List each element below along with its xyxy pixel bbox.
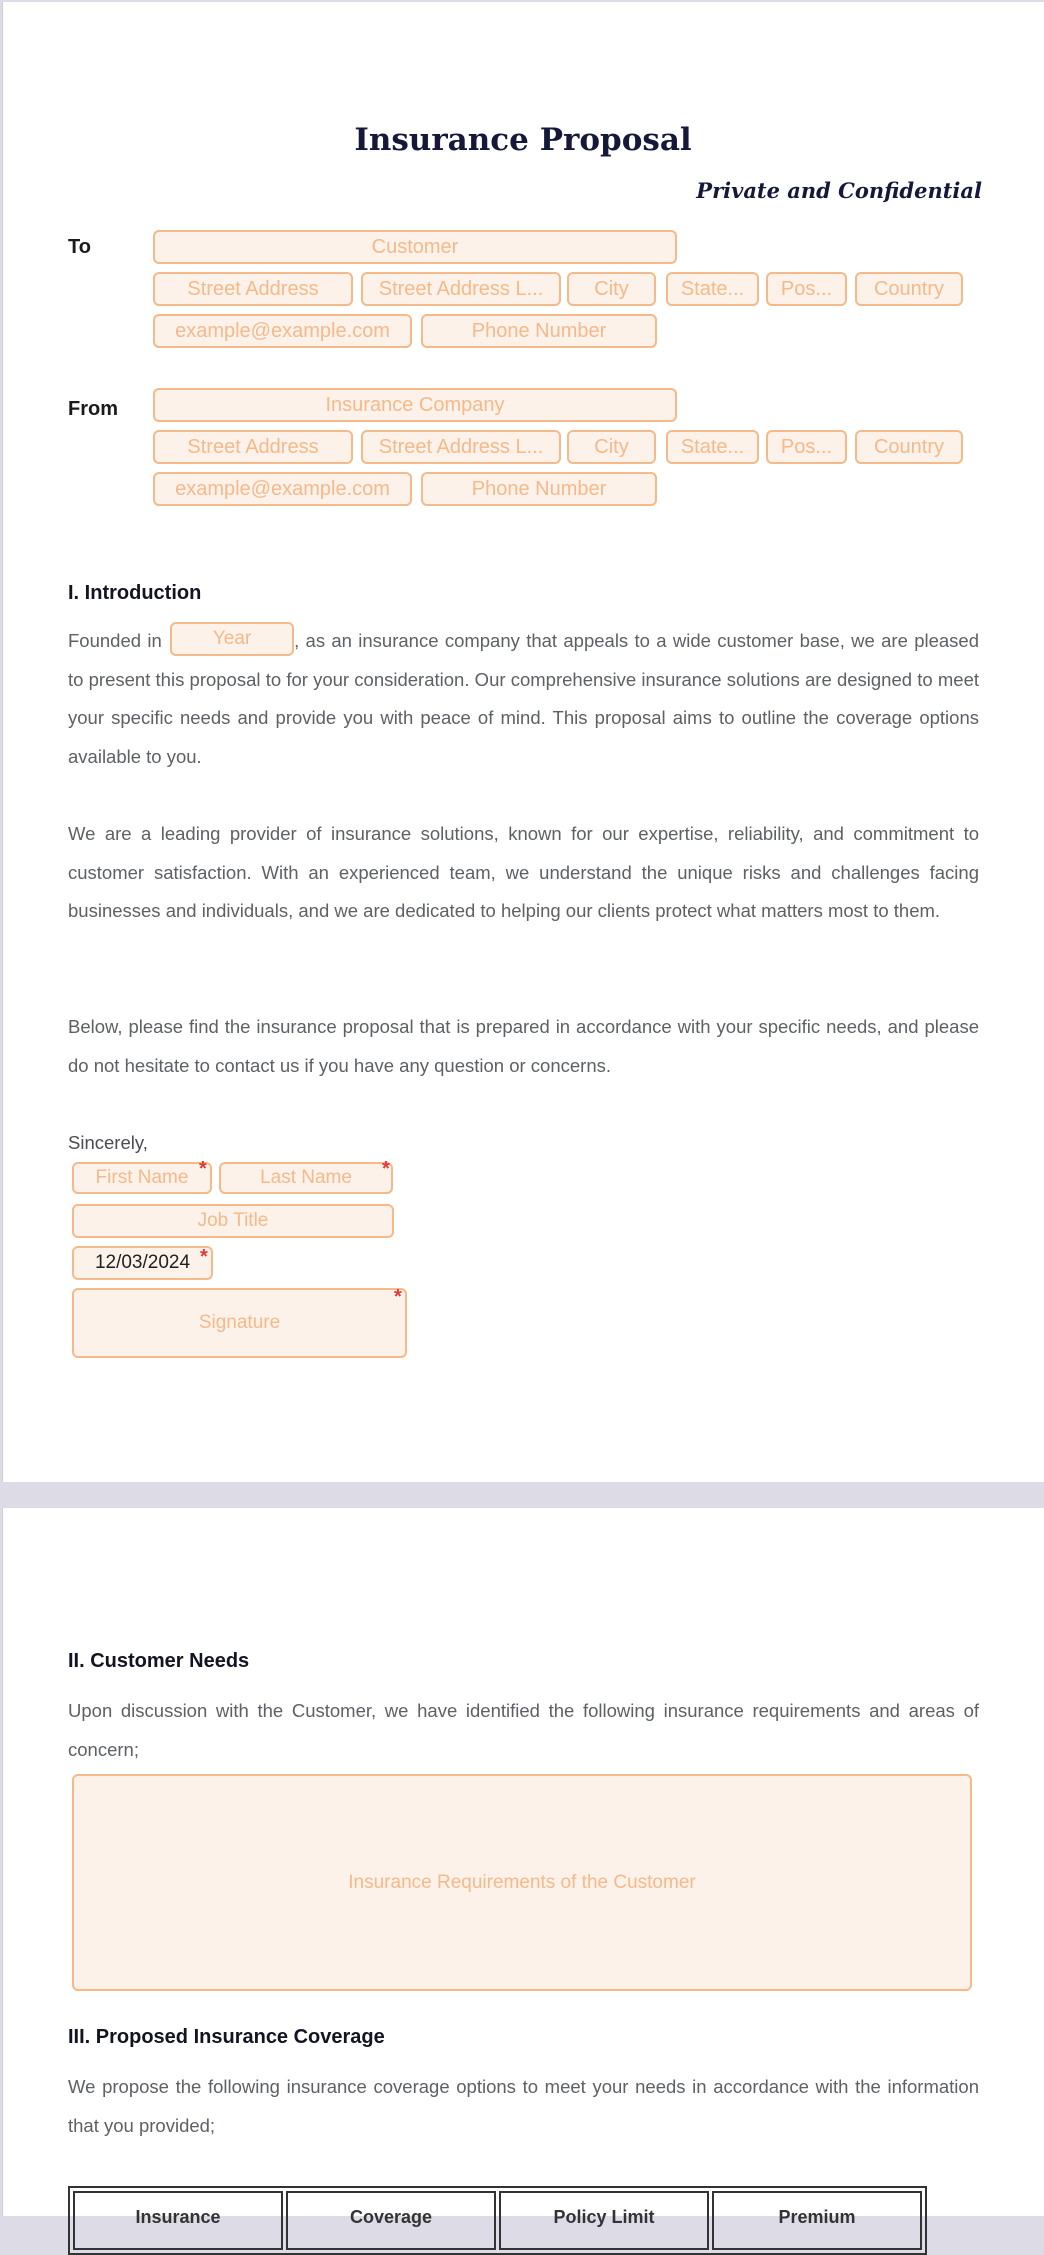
from-email-field[interactable]: example@example.com bbox=[153, 472, 412, 506]
to-state-field[interactable]: State... bbox=[666, 272, 759, 306]
column-policy-limit: Policy Limit bbox=[499, 2191, 709, 2250]
from-label: From bbox=[68, 398, 118, 420]
customer-needs-heading: II. Customer Needs bbox=[68, 1650, 250, 1672]
introduction-paragraph-1 bbox=[68, 622, 979, 776]
to-postal-field[interactable]: Pos... bbox=[766, 272, 847, 306]
date-required-mark: * bbox=[200, 1246, 208, 1268]
coverage-text: We propose the following insurance coverage options to meet your needs in accordance with the information that you provided; bbox=[68, 2076, 979, 2136]
column-insurance: Insurance bbox=[73, 2191, 283, 2250]
column-coverage: Coverage bbox=[286, 2191, 496, 2250]
year-field[interactable]: Year bbox=[170, 622, 294, 656]
coverage-table bbox=[68, 2186, 927, 2255]
column-premium: Premium bbox=[712, 2191, 922, 2250]
confidential-label: Private and Confidential bbox=[696, 178, 982, 203]
closing-text: Sincerely, bbox=[68, 1132, 148, 1153]
from-city-field[interactable]: City bbox=[567, 430, 656, 464]
document-title: Insurance Proposal bbox=[354, 122, 692, 158]
customer-needs-text: Upon discussion with the Customer, we have identified the following insurance requirements and areas of concern; bbox=[68, 1700, 979, 1760]
introduction-paragraph-3: Below, please find the insurance proposal that is prepared in accordance with your specific needs, and please do not hesitate to contact us if you have any question or concerns. bbox=[68, 1016, 979, 1076]
to-country-field[interactable]: Country bbox=[855, 272, 963, 306]
from-company-field[interactable]: Insurance Company bbox=[153, 388, 677, 422]
last-name-required-mark: * bbox=[382, 1158, 390, 1180]
founded-in-text: Founded in bbox=[68, 630, 162, 651]
insurance-requirements-field[interactable]: Insurance Requirements of the Customer bbox=[72, 1774, 972, 1991]
from-postal-field[interactable]: Pos... bbox=[766, 430, 847, 464]
first-name-required-mark: * bbox=[199, 1158, 207, 1180]
to-city-field[interactable]: City bbox=[567, 272, 656, 306]
signature-required-mark: * bbox=[394, 1286, 402, 1308]
to-label: To bbox=[68, 236, 91, 258]
to-email-field[interactable]: example@example.com bbox=[153, 314, 412, 348]
introduction-heading: I. Introduction bbox=[68, 582, 202, 604]
introduction-paragraph-2: We are a leading provider of insurance solutions, known for our expertise, reliability, and commitment to customer satisfaction. With an experienced team, we understand the unique risks and challenges facing businesses and individuals, and we are dedicated to helping our clients protect what matters most to them. bbox=[68, 823, 979, 922]
from-country-field[interactable]: Country bbox=[855, 430, 963, 464]
introduction-p1-rest: , as an insurance company that appeals to a wide customer base, we are pleased to present this proposal to for your consideration. Our comprehensive insurance solutions are designed to meet your specific needs and provide you with peace of mind. This proposal aims to outline the coverage options available to you. bbox=[68, 630, 980, 767]
from-street2-field[interactable]: Street Address L... bbox=[361, 430, 561, 464]
signature-field[interactable]: Signature bbox=[72, 1288, 407, 1358]
signer-job-title-field[interactable]: Job Title bbox=[72, 1204, 394, 1238]
from-state-field[interactable]: State... bbox=[666, 430, 759, 464]
signature-date-field[interactable]: 12/03/2024 bbox=[72, 1246, 213, 1280]
table-header-row bbox=[73, 2191, 922, 2250]
to-phone-field[interactable]: Phone Number bbox=[421, 314, 657, 348]
to-street2-field[interactable]: Street Address L... bbox=[361, 272, 561, 306]
to-customer-field[interactable]: Customer bbox=[153, 230, 677, 264]
from-street-field[interactable]: Street Address bbox=[153, 430, 353, 464]
signer-last-name-field[interactable]: Last Name bbox=[219, 1162, 393, 1194]
signer-first-name-field[interactable]: First Name bbox=[72, 1162, 212, 1194]
to-street-field[interactable]: Street Address bbox=[153, 272, 353, 306]
coverage-heading: III. Proposed Insurance Coverage bbox=[68, 2026, 385, 2048]
from-phone-field[interactable]: Phone Number bbox=[421, 472, 657, 506]
